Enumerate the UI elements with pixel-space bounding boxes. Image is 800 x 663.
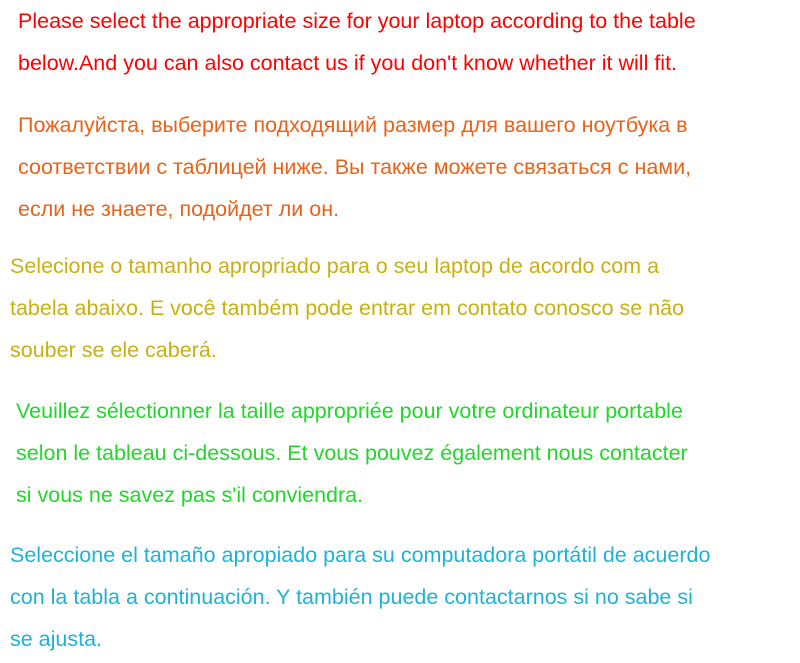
notice-portuguese [0,245,800,371]
notice-french-line-1: Veuillez sélectionner la taille appropriée pour votre ordinateur portable [16,399,683,423]
notice-russian-line-3: если не знаете, подойдет ли он. [18,197,340,221]
notice-portuguese-line-3: souber se ele caberá. [10,338,217,362]
notice-portuguese-line-2: tabela abaixo. E você também pode entrar em contato conosco se não [10,296,685,320]
notice-spanish-line-3: se ajusta. [10,627,103,651]
notice-russian-line-2: соответствии с таблицей ниже. Вы также можете связаться с нами, [18,155,692,179]
notice-french-line-3: si vous ne savez pas s'il conviendra. [16,483,364,507]
notice-russian [0,104,800,230]
notice-english [0,0,800,84]
notice-french-line-2: selon le tableau ci-dessous. Et vous pouvez également nous contacter [16,441,688,465]
notice-portuguese-line-1: Selecione o tamanho apropriado para o seu laptop de acordo com a [10,254,660,278]
notice-english-line-2: below.And you can also contact us if you don't know whether it will fit. [18,51,678,75]
notice-spanish-line-2: con la tabla a continuación. Y también puede contactarnos si no sabe si [10,585,693,609]
notice-spanish-line-1: Seleccione el tamaño apropiado para su computadora portátil de acuerdo [10,543,711,567]
notice-french [0,390,800,516]
notice-spanish [0,534,800,660]
notice-russian-line-1: Пожалуйста, выберите подходящий размер для вашего ноутбука в [18,113,688,137]
notice-english-line-1: Please select the appropriate size for your laptop according to the table [18,9,696,33]
